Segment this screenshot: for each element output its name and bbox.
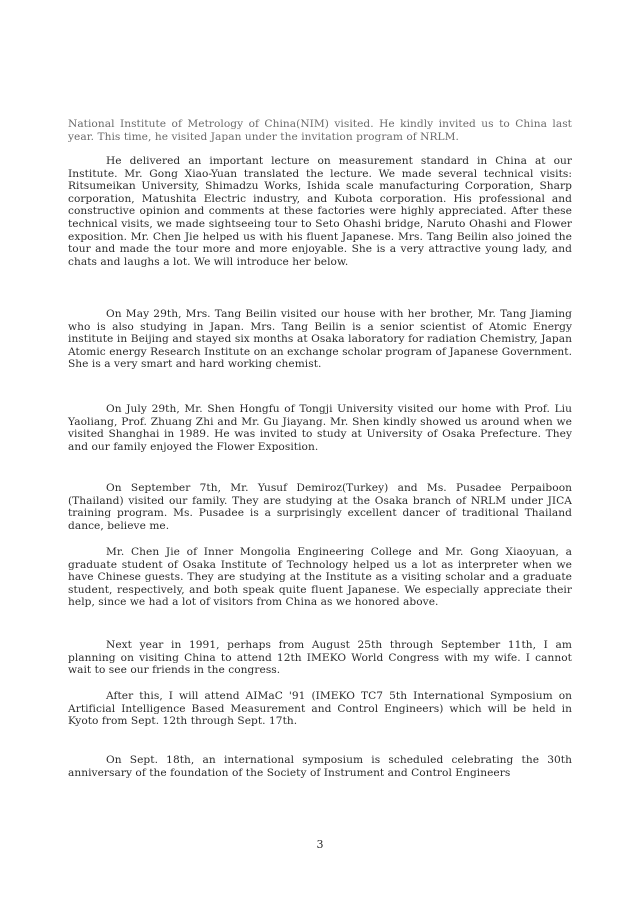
paragraph-imeko-congress: Next year in 1991, perhaps from August 25th through September 11th, I am planning on visiting China to attend 12th IMEKO World Congress with my wife. I cannot wait to see our friends in the congress. [68,639,572,677]
paragraph-sice-anniversary: On Sept. 18th, an international symposium is scheduled celebrating the 30th anniversary of the foundation of the Society of Instrument and Control Engineers [68,754,572,779]
paragraph-interpreters: Mr. Chen Jie of Inner Mongolia Engineering College and Mr. Gong Xiaoyuan, a graduate student of Osaka Institute of Technology helped us a lot as interpreter when we have Chinese guests. They are studying at the Institute as a visiting scholar and a graduate student, respectively, and both speak quite fluent Japanese. We especially appreciate their help, since we had a lot of visitors from China as we honored above. [68,546,572,609]
paragraph-lecture-and-visits: He delivered an important lecture on measurement standard in China at our Institute. Mr. Gong Xiao-Yuan translated the lecture. We made several technical visits: Ritsumeikan University, Shimadzu Works, Ishida scale manufacturing Corporation, Sharp corporation, Matushita Electric industry, and Kubota corporation. His professional and constructive opinion and comments at these factories were highly appreciated. After these technical visits, we made sightseeing tour to Seto Ohashi bridge, Naruto Ohashi and Flower exposition. Mr. Chen Jie helped us with his fluent Japanese. Mrs. Tang Beilin also joined the tour and made the tour more and more enjoyable. She is a very attractive young lady, and chats and laughs a lot. We will introduce her below. [68,155,572,268]
paragraph-jica-visitors: On September 7th, Mr. Yusuf Demiroz(Turkey) and Ms. Pusadee Perpaiboon (Thailand) visited our family. They are studying at the Osaka branch of NRLM under JICA training program. Ms. Pusadee is a surprisingly excellent dancer of traditional Thailand dance, believe me. [68,482,572,532]
paragraph-nim-visit: National Institute of Metrology of China(NIM) visited. He kindly invited us to China last year. This time, he visited Japan under the invitation program of NRLM. [68,118,572,143]
page-number: 3 [316,838,324,851]
paragraph-aimac-symposium: After this, I will attend AIMaC '91 (IMEKO TC7 5th International Symposium on Artificial Intelligence Based Measurement and Control Engineers) which will be held in Kyoto from Sept. 12th through Sept. 17th. [68,690,572,728]
paragraph-tang-beilin: On May 29th, Mrs. Tang Beilin visited our house with her brother, Mr. Tang Jiaming who is also studying in Japan. Mrs. Tang Beilin is a senior scientist of Atomic Energy institute in Beijing and stayed six months at Osaka laboratory for radiation Chemistry, Japan Atomic energy Research Institute on an exchange scholar program of Japanese Government. She is a very smart and hard working chemist. [68,308,572,371]
paragraph-shen-hongfu: On July 29th, Mr. Shen Hongfu of Tongji University visited our home with Prof. Liu Yaoliang, Prof. Zhuang Zhi and Mr. Gu Jiayang. Mr. Shen kindly showed us around when we visited Shanghai in 1989. He was invited to study at University of Osaka Prefecture. They and our family enjoyed the Flower Exposition. [68,403,572,453]
